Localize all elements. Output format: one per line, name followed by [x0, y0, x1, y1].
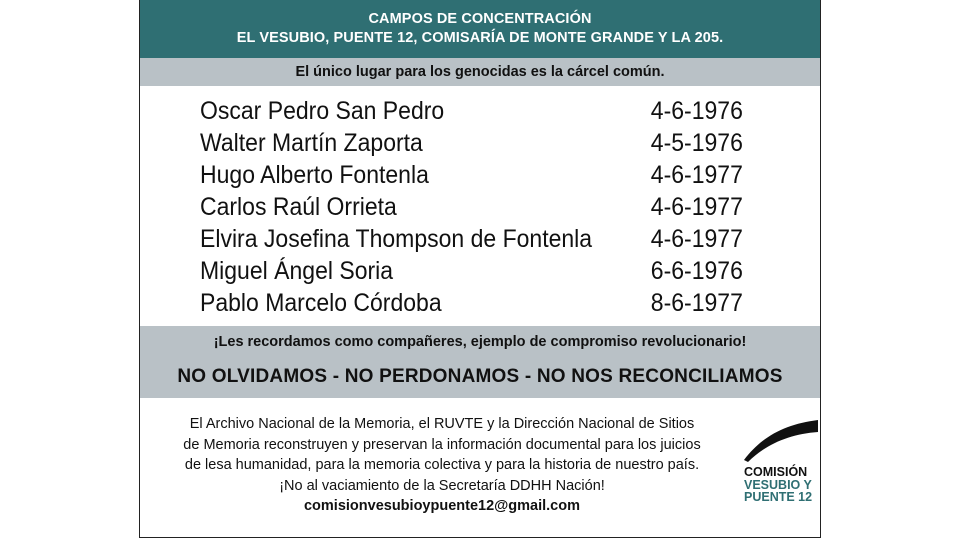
- person-date: 4-6-1976: [650, 97, 743, 125]
- contact-email[interactable]: comisionvesubioypuente12@gmail.com: [303, 498, 581, 514]
- footer-text: [152, 414, 732, 517]
- memorial-card: [139, 0, 821, 538]
- remembrance-text: ¡Les recordamos como compañeres, ejemplo de compromiso revolucionario!: [213, 334, 747, 350]
- subheader-banner: El único lugar para los genocidas es la cárcel común.: [140, 58, 820, 86]
- footer-line: de lesa humanidad, para la memoria colectiva y para la historia de nuestro país.: [184, 457, 700, 473]
- footer-line: ¡No al vaciamiento de la Secretaría DDHH Nación!: [279, 477, 605, 494]
- logo-line: PUENTE 12: [744, 490, 813, 504]
- list-item: [200, 255, 743, 287]
- logo-line: COMISIÓN: [744, 465, 808, 479]
- logo-text: [744, 466, 812, 504]
- person-name: Carlos Raúl Orrieta: [200, 193, 397, 221]
- remembrance-band: [140, 326, 820, 398]
- person-name: Oscar Pedro San Pedro: [200, 97, 445, 125]
- list-item: [200, 127, 743, 159]
- header-title-line2: EL VESUBIO, PUENTE 12, COMISARÍA DE MONTE GRANDE Y LA 205.: [236, 30, 724, 46]
- person-name: Elvira Josefina Thompson de Fontenla: [200, 225, 593, 253]
- person-name: Pablo Marcelo Córdoba: [200, 289, 442, 317]
- slogan-text: NO OLVIDAMOS - NO PERDONAMOS - NO NOS RECONCILIAMOS: [177, 366, 783, 387]
- person-name: Miguel Ángel Soria: [200, 257, 394, 285]
- header-title-line1: CAMPOS DE CONCENTRACIÓN: [368, 11, 592, 27]
- person-date: 4-5-1976: [650, 129, 743, 157]
- person-date: 6-6-1976: [650, 257, 743, 285]
- list-item: [200, 223, 743, 255]
- list-item: [200, 191, 743, 223]
- logo-line: VESUBIO Y: [744, 477, 812, 492]
- names-list: [200, 95, 760, 319]
- person-name: Walter Martín Zaporta: [200, 129, 423, 157]
- list-item: [200, 95, 743, 127]
- list-item: [200, 287, 743, 319]
- list-item: [200, 159, 743, 191]
- footer-line: El Archivo Nacional de la Memoria, el RUVTE y la Dirección Nacional de Sitios: [189, 416, 695, 432]
- person-date: 8-6-1977: [650, 289, 743, 317]
- logo-arc-icon: [742, 414, 818, 464]
- person-date: 4-6-1977: [650, 193, 743, 221]
- comision-logo: [742, 414, 818, 514]
- person-date: 4-6-1977: [650, 225, 743, 253]
- person-date: 4-6-1977: [650, 161, 743, 189]
- person-name: Hugo Alberto Fontenla: [200, 161, 429, 189]
- footer-line: de Memoria reconstruyen y preservan la información documental para los juicios: [183, 436, 701, 453]
- header-banner: [140, 0, 820, 58]
